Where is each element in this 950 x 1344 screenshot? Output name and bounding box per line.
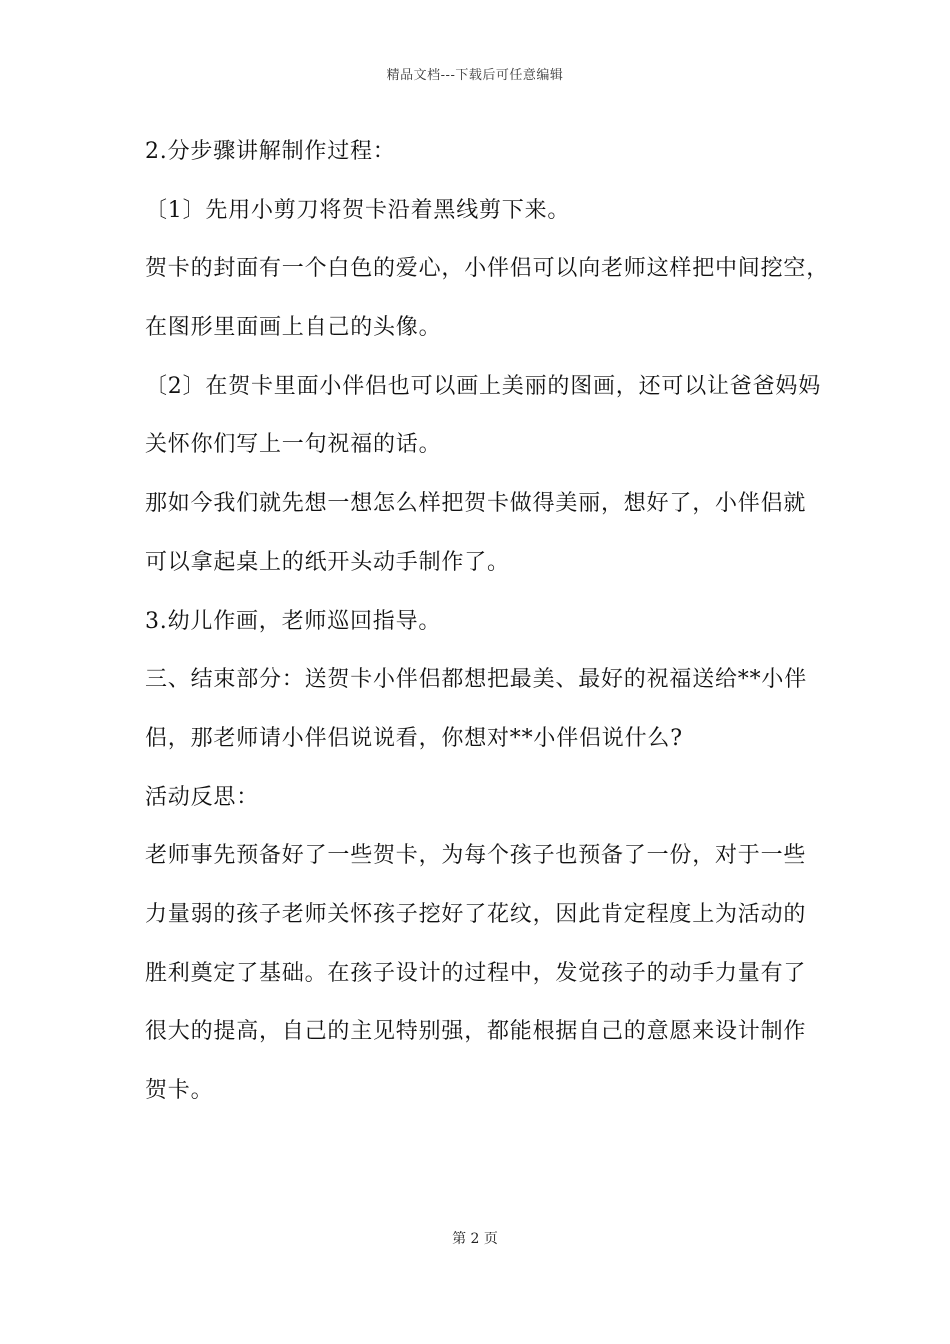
body-line: 〔1〕先用小剪刀将贺卡沿着黑线剪下来。	[145, 197, 571, 223]
body-line: 活动反思：	[145, 784, 260, 810]
body-line: 侣，那老师请小伴侣说说看，你想对**小伴侣说什么?	[145, 725, 683, 751]
body-line: 关怀你们写上一句祝福的话。	[145, 432, 442, 458]
body-line: 贺卡。	[145, 1078, 214, 1103]
body-line: 在图形里面画上自己的头像。	[145, 315, 442, 341]
body-line: 贺卡的封面有一个白色的爱心，小伴侣可以向老师这样把中间挖空，	[145, 256, 830, 282]
page-number: 第 2 页	[452, 1231, 498, 1247]
page-header: 精品文档---下载后可任意编辑	[386, 68, 564, 83]
body-line: 力量弱的孩子老师关怀孩子挖好了花纹，因此肯定程度上为活动的	[145, 901, 807, 927]
body-line: 很大的提高，自己的主见特别强，都能根据自己的意愿来设计制作	[145, 1019, 807, 1045]
body-line: 老师事先预备好了一些贺卡，为每个孩子也预备了一份，对于一些	[145, 843, 807, 869]
document-body	[145, 134, 830, 1132]
body-line: 〔2〕在贺卡里面小伴侣也可以画上美丽的图画，还可以让爸爸妈妈	[145, 373, 821, 399]
body-line: 三、结束部分：送贺卡小伴侣都想把最美、最好的祝福送给**小伴	[145, 667, 808, 693]
body-line: 3.幼儿作画，老师巡回指导。	[145, 608, 442, 634]
body-line: 那如今我们就先想一想怎么样把贺卡做得美丽，想好了，小伴侣就	[145, 491, 807, 517]
body-line: 胜利奠定了基础。在孩子设计的过程中，发觉孩子的动手力量有了	[145, 960, 807, 986]
body-line: 可以拿起桌上的纸开头动手制作了。	[145, 549, 510, 575]
body-line: 2.分步骤讲解制作过程：	[145, 139, 396, 164]
